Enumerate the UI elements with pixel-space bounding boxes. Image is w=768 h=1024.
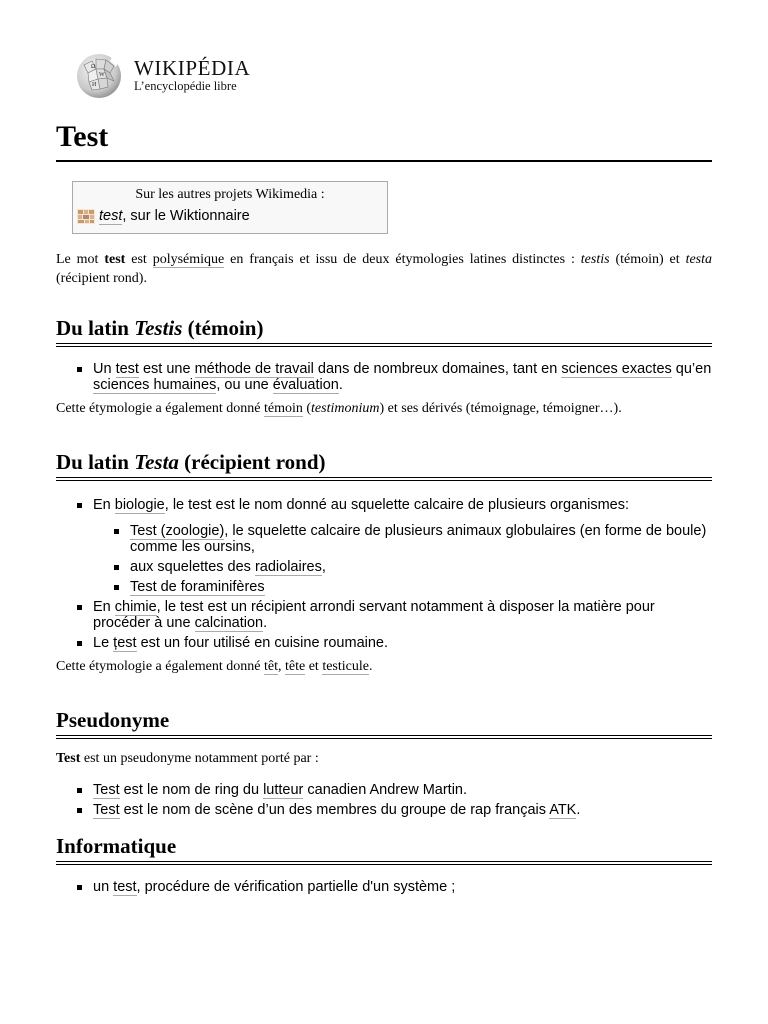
list-item <box>93 879 712 895</box>
article-content <box>56 114 712 899</box>
intro-italic: testis <box>580 252 610 267</box>
text: Le <box>93 635 114 651</box>
section-testa-list <box>56 497 712 651</box>
section-informatique-list <box>56 879 712 895</box>
temoin-link[interactable]: témoin <box>263 401 303 416</box>
text: ) et ses dérivés (témoignage, témoigner…). <box>379 401 622 416</box>
wiktionary-row <box>73 208 387 224</box>
sciences-humaines-link[interactable]: sciences humaines <box>93 377 217 393</box>
section-informatique <box>56 832 712 895</box>
logo-tagline: L’encyclopédie libre <box>134 79 237 93</box>
text: . <box>368 659 373 674</box>
heading-text: Du latin <box>56 316 135 340</box>
list-item <box>130 559 712 575</box>
wiktionary-icon <box>77 209 95 224</box>
text: est une <box>138 361 195 377</box>
heading-text: (récipient rond) <box>178 450 326 474</box>
chimie-link[interactable]: chimie <box>114 599 157 615</box>
text: . <box>263 615 268 631</box>
text: , <box>321 559 326 575</box>
svg-text:W: W <box>99 72 105 78</box>
list-item <box>93 802 712 818</box>
list-item <box>130 579 712 595</box>
atk-link[interactable]: ATK <box>549 802 577 818</box>
text: . <box>338 377 343 393</box>
intro-text: (récipient rond). <box>56 271 147 286</box>
text: , ou une <box>216 377 273 393</box>
section-testis-list <box>56 361 712 393</box>
text: un <box>93 879 114 895</box>
list-item <box>93 497 712 595</box>
text: canadien Andrew Martin. <box>303 782 468 798</box>
text: est un four utilisé en cuisine roumaine. <box>136 635 389 651</box>
text: , le test est le nom donné au squelette calcaire de plusieurs organismes: <box>164 497 630 513</box>
sister-projects-heading: Sur les autres projets Wikimedia : <box>135 187 325 202</box>
text: qu’en <box>671 361 712 377</box>
list-item <box>93 599 712 631</box>
section-heading-pseudonyme: Pseudonyme <box>56 706 712 739</box>
list-item <box>93 361 712 393</box>
heading-italic: Testa <box>134 450 179 474</box>
italic-text: testimonium <box>311 401 380 416</box>
test-roumain-link[interactable]: țest <box>113 635 137 651</box>
section-pseudonyme-list <box>56 782 712 818</box>
text: est le nom de scène d’un des membres du groupe de rap français <box>119 802 550 818</box>
svg-text:И: И <box>92 82 97 88</box>
text: et <box>305 659 323 674</box>
test-wrestler-link[interactable]: Test <box>93 782 120 798</box>
section-testa <box>56 448 712 676</box>
section-pseudonyme <box>56 706 712 818</box>
text: , procédure de vérification partielle d'un système ; <box>136 879 456 895</box>
wiktionary-test-link[interactable]: test <box>99 208 123 224</box>
text: , <box>277 659 285 674</box>
lutteur-link[interactable]: lutteur <box>263 782 304 798</box>
text: aux squelettes des <box>130 559 255 575</box>
text: , le squelette calcaire de plusieurs animaux globulaires (en forme de boule) comme les oursins, <box>130 523 707 555</box>
section-heading-informatique: Informatique <box>56 832 712 865</box>
list-item <box>130 523 712 555</box>
polysemique-link[interactable]: polysémique <box>152 252 225 267</box>
testicule-link[interactable]: testicule <box>322 659 369 674</box>
intro-text: est <box>125 252 153 267</box>
intro-text: Le mot <box>56 252 105 267</box>
list-item <box>93 635 712 651</box>
biologie-link[interactable]: biologie <box>114 497 165 513</box>
wiktionary-row-text <box>99 208 250 224</box>
test-de-foraminiferes-link[interactable]: Test de foraminifères <box>130 579 265 595</box>
intro-italic: testa <box>685 252 713 267</box>
pseudonyme-intro <box>56 749 712 768</box>
heading-text: (témoin) <box>182 316 264 340</box>
test-rapper-link[interactable]: Test <box>93 802 120 818</box>
sister-projects-box <box>72 181 388 234</box>
text: Cette étymologie a également donné <box>56 401 264 416</box>
sciences-exactes-link[interactable]: sciences exactes <box>561 361 672 377</box>
wikipedia-logo[interactable] <box>74 51 264 101</box>
test-software-link[interactable]: test <box>113 879 137 895</box>
methode-de-travail-link[interactable]: méthode de travail <box>194 361 314 377</box>
section-testis <box>56 314 712 418</box>
heading-text: Du latin <box>56 450 135 474</box>
text: est un pseudonyme notamment porté par : <box>80 751 319 766</box>
evaluation-link[interactable]: évaluation <box>272 377 339 393</box>
section-testa-note <box>56 657 712 676</box>
intro-text: (témoin) et <box>609 252 686 267</box>
text: Cette étymologie a également donné <box>56 659 264 674</box>
text: En <box>93 497 115 513</box>
bold-term: Test <box>56 751 81 766</box>
tet-link[interactable]: têt <box>263 659 278 674</box>
wiktionary-suffix: , sur le Wiktionnaire <box>122 208 250 224</box>
list-item <box>93 782 712 798</box>
text: est le nom de ring du <box>119 782 264 798</box>
calcination-link[interactable]: calcination <box>194 615 264 631</box>
svg-text:Ω: Ω <box>91 64 96 70</box>
text: En <box>93 599 115 615</box>
tete-link[interactable]: tête <box>284 659 306 674</box>
text: Un <box>93 361 116 377</box>
text: ( <box>302 401 312 416</box>
test-zoologie-link[interactable]: Test (zoologie) <box>130 523 225 539</box>
text: . <box>576 802 581 818</box>
test-link[interactable]: test <box>115 361 139 377</box>
logo-wordmark: WIKIPÉDIA <box>134 56 251 80</box>
section-heading-testis <box>56 314 712 347</box>
page-title: Test <box>56 114 712 162</box>
text: , le test est un récipient arrondi servant notamment à disposer la matière pour procéder à une <box>93 599 655 631</box>
radiolaires-link[interactable]: radiolaires <box>254 559 322 575</box>
wikipedia-globe-icon <box>74 51 124 101</box>
intro-paragraph <box>56 250 712 288</box>
section-heading-testa <box>56 448 712 481</box>
section-testis-note <box>56 399 712 418</box>
intro-bold-term: test <box>104 252 126 267</box>
heading-italic: Testis <box>134 316 183 340</box>
biologie-sublist <box>93 523 712 595</box>
intro-text: en français et issu de deux étymologies latines distinctes : <box>224 252 581 267</box>
text: dans de nombreux domaines, tant en <box>313 361 562 377</box>
